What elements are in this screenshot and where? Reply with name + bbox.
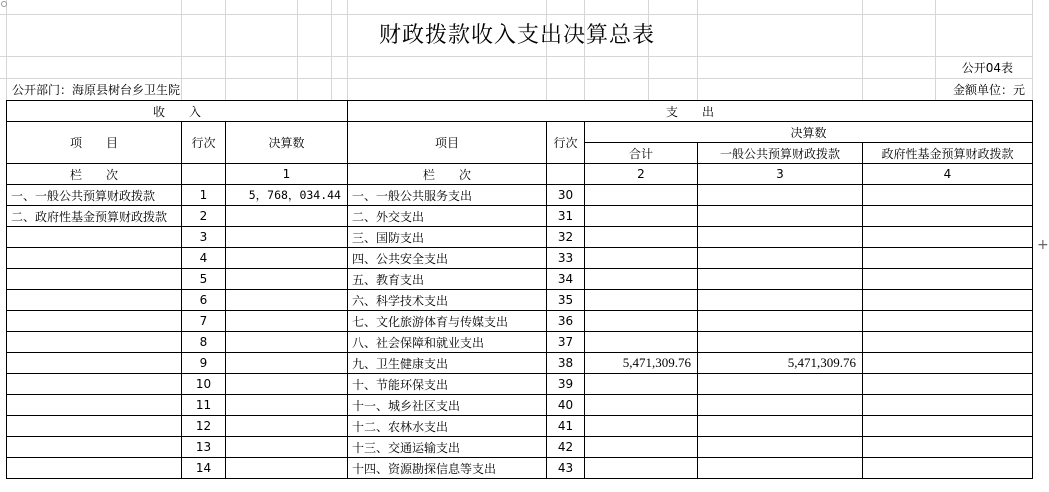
column-number-2[interactable]: 2 [585,164,698,185]
income-item-cell[interactable] [7,332,182,353]
income-amount-cell[interactable] [226,248,348,269]
expense-row-no-cell[interactable]: 41 [547,416,585,437]
income-row-no-cell[interactable]: 14 [182,458,226,479]
expense-item-cell[interactable]: 十一、城乡社区支出 [348,395,547,416]
total-amount-cell[interactable] [585,437,698,458]
total-amount-cell[interactable] [585,416,698,437]
page-title: 财政拨款收入支出决算总表 [378,23,655,48]
income-item-cell[interactable]: 一、一般公共预算财政拨款 [7,185,182,206]
general-amount-cell[interactable] [698,374,863,395]
income-row-no-cell[interactable]: 3 [182,227,226,248]
income-item-cell[interactable] [7,395,182,416]
expense-row-no-cell[interactable]: 38 [547,353,585,374]
expense-row-no-cell[interactable]: 31 [547,206,585,227]
income-row-no-cell[interactable]: 12 [182,416,226,437]
income-item-cell[interactable]: 二、政府性基金预算财政拨款 [7,206,182,227]
income-row-no-cell[interactable]: 6 [182,290,226,311]
table-row [7,269,1033,290]
expense-item-cell[interactable]: 四、公共安全支出 [348,248,547,269]
expense-row-no-header[interactable]: 行次 [547,122,585,164]
income-amount-cell[interactable] [226,353,348,374]
grid-line [546,0,547,100]
expense-row-no-cell[interactable]: 40 [547,395,585,416]
column-label[interactable]: 栏 次 [7,164,182,185]
grid-line [862,0,863,100]
total-amount-cell[interactable] [585,458,698,479]
income-amount-cell[interactable] [226,374,348,395]
expense-row-no-cell[interactable]: 32 [547,227,585,248]
total-amount-cell[interactable] [585,206,698,227]
empty-cell[interactable] [547,164,585,185]
fund-amount-cell[interactable] [863,311,1033,332]
general-amount-cell[interactable]: 5,471,309.76 [698,353,863,374]
income-row-no-header[interactable]: 行次 [182,122,226,164]
expense-section-header[interactable]: 支 出 [348,101,1033,122]
income-row-no-cell[interactable]: 8 [182,332,226,353]
table-row [7,437,1033,458]
income-section-header[interactable]: 收 入 [7,101,348,122]
expense-item-cell[interactable]: 十、节能环保支出 [348,374,547,395]
total-amount-cell[interactable] [585,311,698,332]
total-amount-cell[interactable] [585,269,698,290]
income-item-cell[interactable] [7,290,182,311]
income-item-cell[interactable] [7,353,182,374]
expense-item-cell[interactable]: 十四、资源勘探信息等支出 [348,458,547,479]
grid-line [935,0,936,100]
total-amount-cell[interactable] [585,248,698,269]
income-item-cell[interactable] [7,248,182,269]
grid-line [6,0,7,100]
table-row [7,290,1033,311]
income-row-no-cell[interactable]: 11 [182,395,226,416]
general-amount-cell[interactable] [698,311,863,332]
total-header[interactable]: 合计 [585,143,698,164]
table-row [7,311,1033,332]
table-row [7,248,1033,269]
income-item-cell[interactable] [7,269,182,290]
fund-amount-cell[interactable] [863,374,1033,395]
expense-item-header[interactable]: 项目 [348,122,547,164]
income-row-no-cell[interactable]: 9 [182,353,226,374]
corner-dot-icon [1,1,7,7]
income-amount-cell[interactable] [226,416,348,437]
income-item-cell[interactable] [7,311,182,332]
fund-amount-cell[interactable] [863,416,1033,437]
general-amount-cell[interactable] [698,290,863,311]
grid-line [0,14,1033,15]
unit-label: 金额单位：元 [952,83,1025,97]
income-amount-cell[interactable] [226,227,348,248]
table-row [7,374,1033,395]
fund-amount-cell[interactable] [863,458,1033,479]
fund-amount-cell[interactable] [863,248,1033,269]
fund-amount-cell[interactable] [863,185,1033,206]
expense-item-cell[interactable]: 六、科学技术支出 [348,290,547,311]
table-row [7,458,1033,479]
expense-row-no-cell[interactable]: 39 [547,374,585,395]
fund-amount-cell[interactable] [863,290,1033,311]
budget-table [6,100,1033,479]
income-item-cell[interactable] [7,458,182,479]
income-amount-cell[interactable] [226,395,348,416]
general-amount-cell[interactable] [698,416,863,437]
table-row [7,185,1033,206]
grid-line [347,0,348,100]
add-sheet-icon[interactable]: + [1037,237,1049,253]
expense-item-cell[interactable]: 五、教育支出 [348,269,547,290]
fund-amount-cell[interactable] [863,332,1033,353]
fund-amount-cell[interactable] [863,353,1033,374]
select-all-corner[interactable] [0,0,7,7]
income-amount-cell[interactable] [226,269,348,290]
income-amount-cell[interactable] [226,290,348,311]
column-number-4[interactable]: 4 [863,164,1033,185]
grid-line [225,0,226,100]
table-row [7,227,1033,248]
grid-line [0,78,1033,79]
expense-row-no-cell[interactable]: 43 [547,458,585,479]
table-row [7,353,1033,374]
column-number-3[interactable]: 3 [698,164,863,185]
grid-line [1032,0,1033,100]
expense-row-no-cell[interactable]: 37 [547,332,585,353]
general-amount-cell[interactable] [698,227,863,248]
grid-line [181,0,182,100]
table-row [7,332,1033,353]
empty-cell[interactable] [182,164,226,185]
expense-item-cell[interactable]: 九、卫生健康支出 [348,353,547,374]
fund-amount-cell[interactable] [863,206,1033,227]
income-amount-cell[interactable] [226,332,348,353]
total-amount-cell[interactable] [585,290,698,311]
income-item-cell[interactable] [7,437,182,458]
expense-row-no-cell[interactable]: 33 [547,248,585,269]
income-item-header[interactable]: 项 目 [7,122,182,164]
income-item-cell[interactable] [7,227,182,248]
general-budget-header[interactable]: 一般公共预算财政拨款 [698,143,863,164]
general-amount-cell[interactable] [698,269,863,290]
total-amount-cell[interactable]: 5,471,309.76 [585,353,698,374]
income-amount-cell[interactable] [226,437,348,458]
income-amount-cell[interactable]: 5，768，034.44 [226,185,348,206]
fund-amount-cell[interactable] [863,395,1033,416]
general-amount-cell[interactable] [698,437,863,458]
form-code: 公开04表 [961,61,1013,75]
income-amount-cell[interactable] [226,311,348,332]
general-amount-cell[interactable] [698,458,863,479]
fund-amount-cell[interactable] [863,437,1033,458]
income-row-no-cell[interactable]: 1 [182,185,226,206]
income-row-no-cell[interactable]: 2 [182,206,226,227]
income-amount-cell[interactable] [226,206,348,227]
grid-line [697,0,698,100]
total-amount-cell[interactable] [585,374,698,395]
income-item-cell[interactable] [7,374,182,395]
column-number-1[interactable]: 1 [226,164,348,185]
income-amount-cell[interactable] [226,458,348,479]
expense-item-cell[interactable]: 十二、农林水支出 [348,416,547,437]
income-row-no-cell[interactable]: 7 [182,311,226,332]
expense-item-cell[interactable]: 八、社会保障和就业支出 [348,332,547,353]
general-amount-cell[interactable] [698,206,863,227]
expense-row-no-cell[interactable]: 35 [547,290,585,311]
income-amount-header[interactable]: 决算数 [226,122,348,164]
expense-amount-header[interactable]: 决算数 [585,122,1033,143]
fund-amount-cell[interactable] [863,269,1033,290]
general-amount-cell[interactable] [698,248,863,269]
total-amount-cell[interactable] [585,395,698,416]
total-amount-cell[interactable] [585,185,698,206]
grid-line [0,56,1033,57]
expense-column-label[interactable]: 栏 次 [348,164,547,185]
income-item-cell[interactable] [7,416,182,437]
grid-line [331,0,332,100]
total-amount-cell[interactable] [585,227,698,248]
grid-line [584,0,585,100]
general-amount-cell[interactable] [698,332,863,353]
income-row-no-cell[interactable]: 10 [182,374,226,395]
grid-line [297,0,298,100]
expense-item-cell[interactable]: 十三、交通运输支出 [348,437,547,458]
general-amount-cell[interactable] [698,185,863,206]
income-row-no-cell[interactable]: 5 [182,269,226,290]
expense-row-no-cell[interactable]: 34 [547,269,585,290]
general-amount-cell[interactable] [698,395,863,416]
income-row-no-cell[interactable]: 4 [182,248,226,269]
expense-item-cell[interactable]: 七、文化旅游体育与传媒支出 [348,311,547,332]
grid-line [648,0,649,100]
expense-row-no-cell[interactable]: 42 [547,437,585,458]
expense-item-cell[interactable]: 三、国防支出 [348,227,547,248]
table-row [7,395,1033,416]
expense-item-cell[interactable]: 二、外交支出 [348,206,547,227]
income-row-no-cell[interactable]: 13 [182,437,226,458]
department-label: 公开部门：海原县树台乡卫生院 [12,83,181,97]
fund-amount-cell[interactable] [863,227,1033,248]
total-amount-cell[interactable] [585,332,698,353]
expense-row-no-cell[interactable]: 36 [547,311,585,332]
expense-row-no-cell[interactable]: 30 [547,185,585,206]
table-row [7,206,1033,227]
expense-item-cell[interactable]: 一、一般公共服务支出 [348,185,547,206]
table-row [7,416,1033,437]
fund-budget-header[interactable]: 政府性基金预算财政拨款 [863,143,1033,164]
